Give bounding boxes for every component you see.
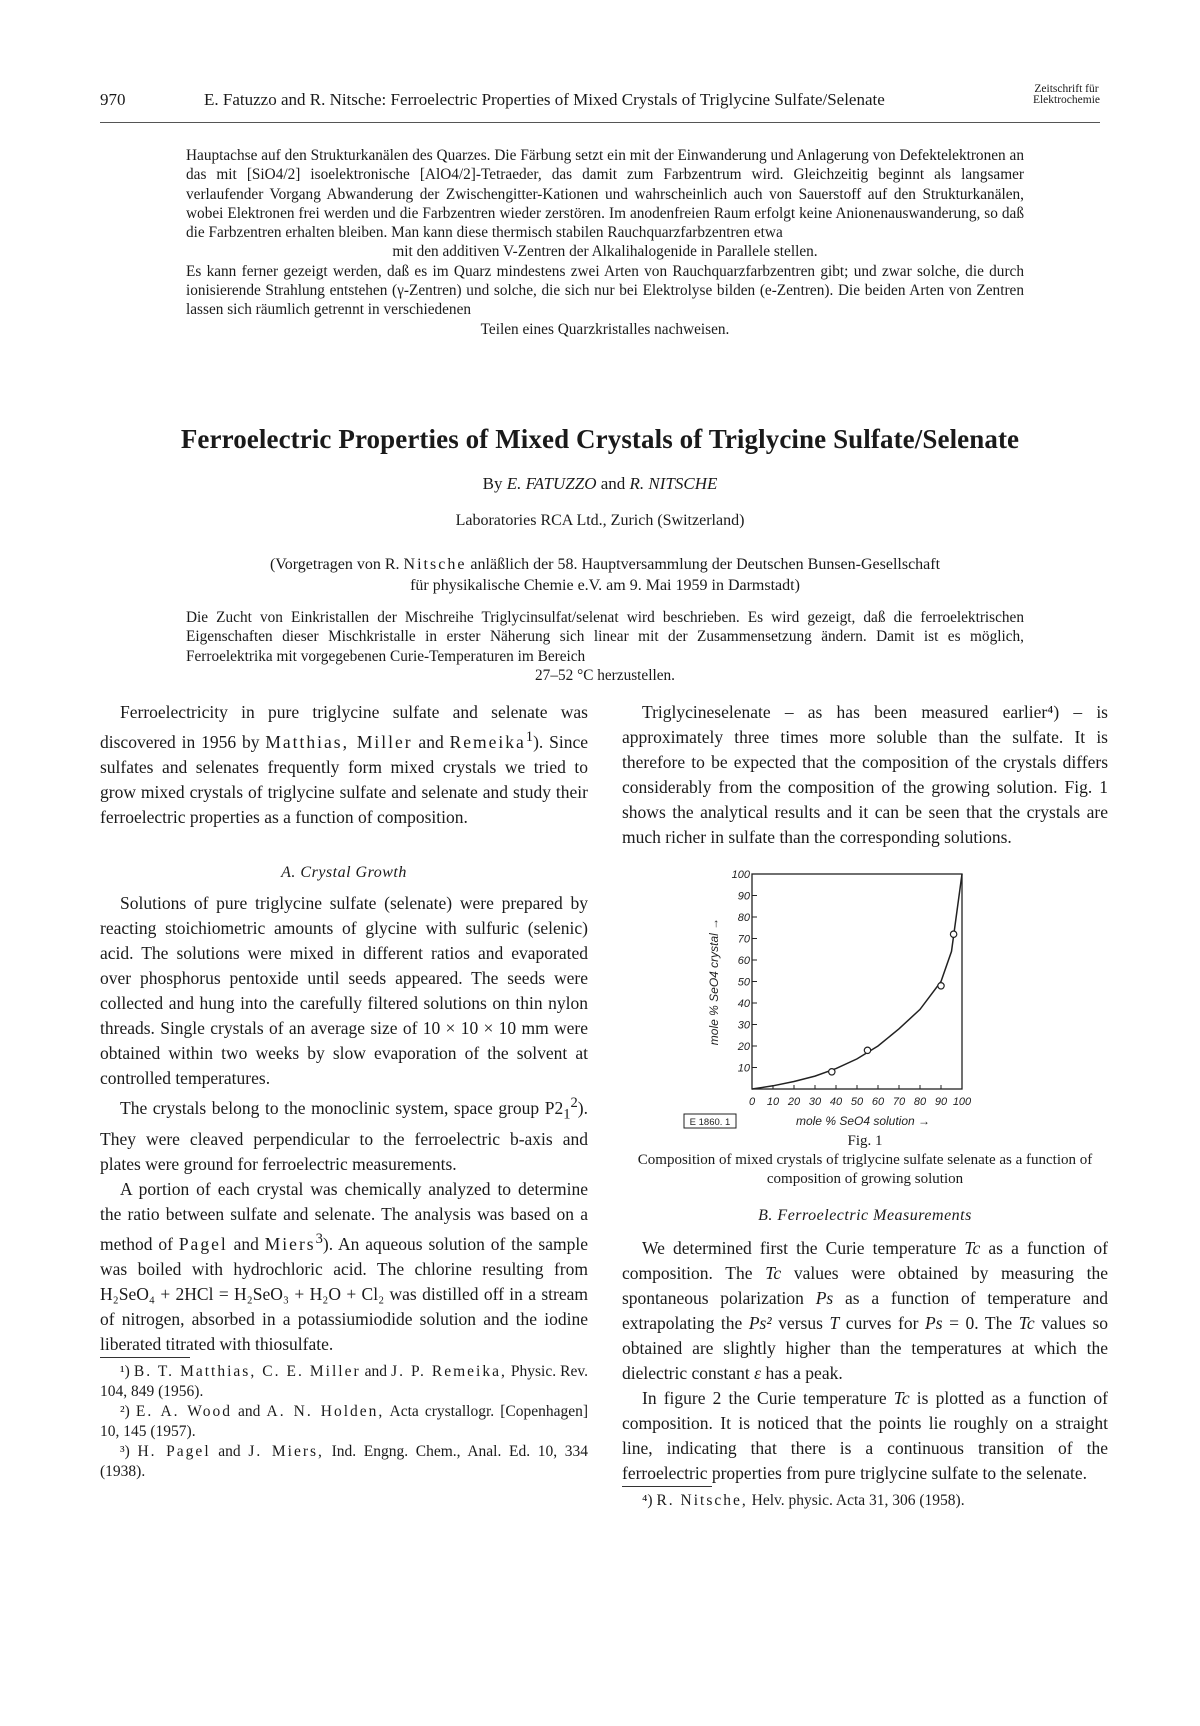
fn3-ref: Ind. Engng. Chem., Anal. Ed. 10, 334 (1938). (100, 1442, 588, 1480)
y-tick-label: 10 (737, 1062, 750, 1075)
plot-frame (752, 874, 962, 1089)
p-b2-b: is plotted as a function of composition. It is noticed that the points lie roughly on a straight line, indicating that there is a continuous transition of the ferroelectric properties from pure triglycine sulfate to the selenate. (622, 1388, 1108, 1483)
fn3-and: and (218, 1442, 241, 1460)
fn3-name2: J. Miers, (248, 1442, 324, 1460)
prev-para2: Es kann ferner gezeigt werden, daß es im Quarz mindestens zwei Arten von Rauchquarzfarbzentren gibt; und zwar solche, die durch ionisierende Strahlung entstehen (γ-Zentren) und solche, die sich nur bei Elektrolyse bilden (e-Zentren). Die beiden Arten von Zentren lassen sich räumlich getrennt in verschiedenen (186, 262, 1024, 319)
p-b1-c: values were obtained by measuring the spontaneous polarization (622, 1263, 1109, 1308)
p-a2-a: The crystals belong to the monoclinic system, space group P2 (120, 1097, 564, 1118)
figure-1-caption: Composition of mixed crystals of triglycine sulfate selenate as a function of composition of growing solution (637, 1152, 1093, 1187)
x-tick-label: 10 (766, 1096, 780, 1108)
intro-names: Matthias, Miller (265, 731, 413, 752)
p-a3-a: A portion of each crystal was chemically analyzed to determine the ratio between sulfate and selenate. The analysis was based on a method of (100, 1179, 588, 1254)
data-point (829, 1069, 835, 1075)
intro-text-a: Ferroelectricity in pure triglycine sulfate and selenate was discovered in 1956 by (100, 702, 588, 752)
p-b1-g: = 0. The (949, 1313, 1013, 1333)
running-header (100, 84, 1100, 118)
sym-t: T (829, 1313, 840, 1333)
measurements-p1 (622, 1236, 1108, 1386)
p-b1-i: has a peak. (765, 1363, 843, 1383)
abstract-end: 27–52 °C herzustellen. (535, 666, 675, 684)
p-a3-names: Pagel (178, 1233, 228, 1254)
x-tick-label: 20 (787, 1096, 801, 1108)
fn2-names: E. A. Wood (135, 1402, 232, 1420)
y-tick-label: 70 (737, 933, 750, 946)
byline (100, 474, 1100, 494)
y-tick-label: 60 (737, 955, 750, 967)
p-b1-h: values so obtained are slightly higher than the temperatures at which the dielectric constant (622, 1313, 1109, 1383)
intro-name3: Remeika (449, 731, 526, 752)
crystal-growth-p1: Solutions of pure triglycine sulfate (selenate) were prepared by reacting stoichiometric amounts of glycine with sulfuric (selenic) acid. The solutions were mixed in different ratios and evaporated over phosphorus pentoxide until seeds appeared. The seeds were collected and hung into the carefully filtered solutions on thin nylon threads. Single crystals of an average size of 10 × 10 × 10 mm were obtained within two weeks by slow evaporation of the solvent at controlled temperatures. (100, 892, 588, 1088)
column-right (622, 700, 1108, 1511)
sym-tc: Tc (765, 1263, 782, 1283)
data-point (950, 931, 956, 937)
p-b1-a: We determined first the Curie temperature (642, 1238, 957, 1258)
fn1-names: B. T. Matthias, C. E. Miller (133, 1362, 361, 1380)
p-b1-b: as a function of composition. The (622, 1238, 1109, 1283)
footnote-2 (100, 1402, 588, 1442)
prev-para1: Hauptachse auf den Strukturkanälen des Quarzes. Die Färbung setzt ein mit der Einwanderung und Anlagerung von Defektelektronen an das mit [SiO4/2] isoelektronische [AlO4/2]-Tetraeder, das damit zum Farbzentrum wird. Gleichzeitig beginnt als langsamer verlaufender Vorgang Abwanderung der Zwischengitter-Kationen und wahrscheinlich auch von Sauerstoff auf den Strukturkanälen, wobei Elektronen frei werden und die Farbzentren wieder zerstören. Im anodenfreien Raum erfolgt keine Anionenauswanderung, so daß die Farbzentren erhalten bleiben. Man kann diese thermisch stabilen Rauchquarzfarbzentren etwa (186, 147, 1024, 242)
figure-1-label: Fig. 1 (847, 1133, 883, 1149)
x-tick-label: 90 (934, 1096, 948, 1108)
crystal-growth-p3: A portion of each crystal was chemically analyzed to determine the ratio between sulfate and selenate. The analysis was based on a method of Pagel and Miers$^3$). An aqueous solution of the sample was boiled with hydrochloric acid. The chlorine resulting from H₂SeO₄ + 2HCl = H₂SeO₃ + H₂O + Cl₂ was distilled off in a stream of nitrogen, absorbed in a potassiumiodide solution and the iodine liberated titrated with thiosulfate. (100, 1179, 588, 1354)
x-tick-label: 60 (871, 1096, 885, 1108)
fn2-mark: ²) (120, 1402, 130, 1420)
p-b1-e: versus (778, 1313, 823, 1333)
by-word: By (482, 474, 503, 493)
y-tick-label: 100 (731, 869, 750, 881)
x-tick-label: 40 (829, 1096, 843, 1108)
measurements-p2 (622, 1386, 1108, 1486)
page-number: 970 (100, 90, 126, 109)
journal-line2: Elektrochemie (1032, 94, 1100, 106)
sym-tc: Tc (1018, 1313, 1035, 1333)
journal-name (1033, 84, 1100, 106)
x-tick-label: 80 (913, 1096, 927, 1108)
p-b1-f: curves for (845, 1313, 919, 1333)
figure-tag: E 1860. 1 (689, 1117, 731, 1128)
x-axis-label: mole % SeO4 solution → (795, 1114, 931, 1128)
sym-tc: Tc (964, 1238, 981, 1258)
footnote-3 (100, 1442, 588, 1482)
sym-ps: Ps (925, 1313, 943, 1333)
header-rule (100, 122, 1100, 123)
vortrag-line2: für physikalische Chemie e.V. am 9. Mai 1959 in Darmstadt) (410, 577, 800, 594)
fit-curve (752, 874, 962, 1089)
p-a3-and: and (233, 1233, 259, 1254)
figure-1-chart (622, 862, 1108, 1132)
p-a3-name2: Miers (264, 1233, 316, 1254)
y-tick-label: 50 (737, 976, 750, 989)
x-tick-label: 0 (748, 1096, 756, 1108)
fn2-name2: A. N. Holden, (266, 1402, 385, 1420)
fn2-ref: Acta crystallogr. [Copenhagen] 10, 145 (1957). (100, 1402, 589, 1440)
sym-ps2: Ps² (748, 1313, 772, 1333)
fn4-name: R. Nitsche, (656, 1492, 748, 1509)
journal-line1: Zeitschrift für (1034, 83, 1099, 95)
article-title: Ferroelectric Properties of Mixed Crystals of Triglycine Sulfate/Selenate (180, 424, 1020, 454)
column-left (100, 700, 588, 1482)
abstract (186, 608, 1024, 685)
author-2: R. NITSCHE (629, 474, 718, 493)
p-b1-d: as a function of temperature and extrapolating the (622, 1288, 1108, 1333)
fn1-name3: J. P. Remeika, (391, 1362, 507, 1380)
y-axis-label: mole % SeO4 crystal → (707, 917, 721, 1046)
y-tick-label: 80 (737, 912, 750, 924)
sym-ps: Ps (815, 1288, 834, 1308)
fn1-and: and (364, 1362, 388, 1380)
presentation-note (186, 554, 1024, 596)
y-tick-label: 40 (737, 998, 750, 1010)
y-tick-label: 20 (737, 1041, 750, 1053)
fn3-mark: ³) (120, 1442, 130, 1460)
section-b-heading: B. Ferroelectric Measurements (758, 1207, 972, 1224)
y-tick-label: 90 (737, 890, 750, 903)
fn1-ref: Physic. Rev. 104, 849 (1956). (100, 1362, 589, 1400)
y-tick-label: 30 (737, 1019, 750, 1032)
p-b2-a: In figure 2 the Curie temperature (642, 1388, 887, 1408)
vortrag-line1-rest: anläßlich der 58. Hauptversammlung der Deutschen Bunsen-Gesellschaft (470, 556, 941, 573)
x-tick-label: 50 (850, 1096, 864, 1108)
fn3-names: H. Pagel (137, 1442, 211, 1460)
vortrag-name: Nitsche (403, 556, 467, 573)
sym-tc: Tc (893, 1388, 910, 1408)
x-tick-label: 30 (808, 1096, 822, 1108)
p-a3-b: ). An aqueous solution of the sample was boiled with hydrochloric acid. The chlorine resulting from H₂SeO₄ + 2HCl = H₂SeO₃ + H₂O + Cl₂ was distilled off in a stream of nitrogen, absorbed in a potassiumiodide solution and the iodine liberated titrated with thiosulfate. (100, 1233, 588, 1354)
sym-eps: ε (754, 1363, 762, 1383)
prev-para1-end: mit den additiven V-Zentren der Alkalihalogenide in Parallele stellen. (392, 243, 818, 261)
x-tick-label: 70 (892, 1096, 906, 1108)
previous-abstract (186, 146, 1024, 339)
fn4-ref: Helv. physic. Acta 31, 306 (1958). (751, 1492, 965, 1509)
abstract-body: Die Zucht von Einkristallen der Mischreihe Triglycinsulfat/selenat wird beschrieben. Es wird gezeigt, daß die ferroelektrischen Eigenschaften dieser Mischkristalle in erster Näherung sich linear mit der Zusammensetzung ändern. Damit ist es möglich, Ferroelektrika mit vorgegebenen Curie-Temperaturen im Bereich (186, 609, 1024, 665)
solubility-paragraph: Triglycineselenate – as has been measured earlier⁴) – is approximately three times more soluble than the sulfate. It is therefore to be expected that the composition of the crystals differs considerably from the composition of the growing solution. Fig. 1 shows the analytical results and it can be seen that the crystals are much richer in sulfate than the corresponding solutions. (622, 702, 1108, 847)
vortrag-pre: (Vorgetragen von R. (269, 556, 400, 573)
intro-text-b: ). Since sulfates and selenates frequently form mixed crystals we tried to grow mixed crystals of triglycine sulfate and selenate and study their ferroelectric properties as a function of composition. (100, 731, 588, 827)
fn2-and: and (238, 1402, 261, 1420)
intro-paragraph: Ferroelectricity in pure triglycine sulfate and selenate was discovered in 1956 by Matthias, Miller and Remeika$^1$). Since sulfates and selenates frequently form mixed crystals we tried to grow mixed crystals of triglycine sulfate and selenate and study their ferroelectric properties as a function of composition. (100, 702, 588, 827)
intro-and: and (418, 731, 444, 752)
prev-para2-end: Teilen eines Quarzkristalles nachweisen. (480, 320, 730, 338)
footnote-1 (100, 1362, 588, 1402)
fn4-mark: ⁴) (642, 1492, 653, 1509)
section-a-heading: A. Crystal Growth (281, 863, 407, 881)
data-point (938, 983, 944, 989)
p-a2-b: ). They were cleaved perpendicular to the ferroelectric b-axis and plates were ground for ferroelectric measurements. (100, 1097, 588, 1175)
fn1-mark: ¹) (120, 1362, 130, 1380)
author-1: E. FATUZZO (506, 474, 597, 493)
crystal-growth-p2: The crystals belong to the monoclinic system, space group $P2_1^2$). They were cleaved perpendicular to the ferroelectric b-axis and plates were ground for ferroelectric measurements. (100, 1094, 588, 1175)
running-head: E. Fatuzzo and R. Nitsche: Ferroelectric Properties of Mixed Crystals of Triglycine Sulfate/Selenate (204, 90, 885, 109)
x-tick-label: 100 (952, 1096, 972, 1108)
footnote-4 (622, 1491, 1108, 1511)
data-point (864, 1047, 870, 1053)
and-word: and (600, 474, 626, 493)
affiliation: Laboratories RCA Ltd., Zurich (Switzerland) (455, 512, 745, 529)
